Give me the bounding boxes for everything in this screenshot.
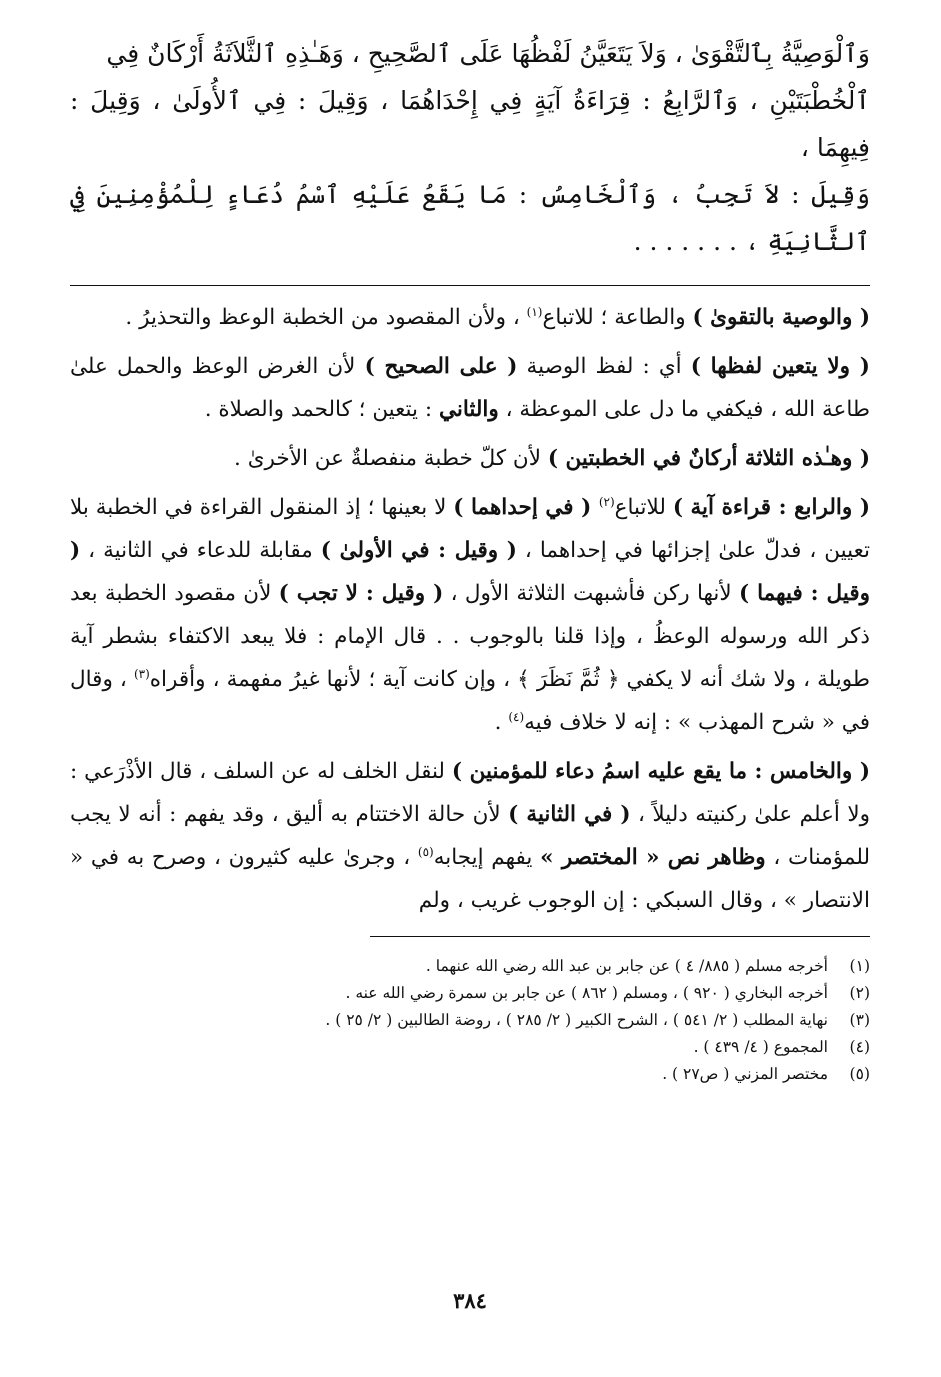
- footnote-number: (٢): [849, 984, 870, 1002]
- commentary-paragraph: [70, 296, 870, 339]
- commentary-span: ، وقال في « شرح المهذب » : إنه لا خلاف فيه: [70, 667, 870, 735]
- commentary-span: مقابلة للدعاء في الثانية ،: [80, 538, 321, 563]
- commentary-span: يفهم إيجابه: [433, 845, 541, 870]
- commentary-span: لأن مقصود الخطبة بعد ذكر الله ورسوله الوعظُ ، وإذا قلنا بالوجوب . . قال الإمام : فلا يبعد الاكتفاء بشطر آية طويلة ، ولا شك أنه لا يكفي ﴿ ثُمَّ نَظَرَ ﴾ ، وإن كانت آية ؛ لأنها غيرُ مفهمة ، وأقراه: [70, 581, 870, 692]
- footnote-text: نهاية المطلب ( ٢/ ٥٤١ ) ، الشرح الكبير ( ٢/ ٢٨٥ ) ، روضة الطالبين ( ٢/ ٢٥ ) .: [325, 1011, 828, 1029]
- footnote-number: (٤): [849, 1038, 870, 1056]
- footnote-item: [70, 1061, 870, 1088]
- commentary-paragraph: [70, 750, 870, 922]
- commentary-paragraph: [70, 437, 870, 480]
- quoted-matn: ( على الصحيح ): [364, 354, 518, 379]
- matn-line: وَٱلْوَصِيَّةُ بِٱلتَّقْوَىٰ ، وَلاَ يَتَعَيَّنُ لَفْظُهَا عَلَى ٱلصَّحِيحِ ، وَهَـٰذِهِ ٱلثَّلاَثَةُ أَرْكَانٌ فِي: [106, 39, 870, 68]
- quoted-matn: وظاهر نص « المختصر »: [540, 845, 766, 870]
- quoted-matn: والثاني: [438, 397, 499, 422]
- quoted-matn: ( والرابع : قراءة آية ): [672, 495, 870, 520]
- quoted-matn: ( ولا يتعين لفظها ): [690, 354, 870, 379]
- matn-line: وَقِيلَ : لاَ تَجِبُ ، وَٱلْخَامِسُ : مَا يَقَعُ عَلَيْهِ ٱسْمُ دُعَاءٍ لِلْمُؤْمِنِينَ فِي ٱلثَّانِيَةِ ، . . . . . . .: [70, 180, 870, 256]
- footnotes: [70, 953, 870, 1088]
- footnote-text: أخرجه البخاري ( ٩٢٠ ) ، ومسلم ( ٨٦٢ ) عن جابر بن سمرة رضي الله عنه .: [345, 984, 828, 1002]
- quoted-matn: ( والخامس : ما يقع عليه اسمُ دعاء للمؤمنين ): [451, 759, 871, 784]
- footnote-item: [70, 953, 870, 980]
- book-page: [70, 30, 870, 1350]
- quoted-matn: ( في إحداهما ): [453, 495, 599, 520]
- commentary-span: أي : لفظ الوصية: [517, 354, 691, 379]
- commentary-span: .: [494, 710, 509, 735]
- quoted-matn: ( وقيل : لا تجب ): [278, 581, 444, 606]
- matn-divider: [70, 285, 870, 286]
- commentary-text: [70, 296, 870, 922]
- footnote-text: أخرجه مسلم ( ٨٨٥/ ٤ ) عن جابر بن عبد الله رضي الله عنهما .: [425, 957, 828, 975]
- footnote-number: (٥): [849, 1065, 870, 1083]
- matn-text: [70, 30, 870, 265]
- commentary-span: والطاعة ؛ للاتباع: [542, 305, 693, 330]
- page-number: ٣٨٤: [453, 1288, 487, 1313]
- commentary-span: لأن كلّ خطبة منفصلةٌ عن الأخرىٰ .: [234, 446, 548, 471]
- commentary-span: لأن حالة الاختتام به أليق ، وقد يفهم : أنه لا يجب للمؤمنات ،: [70, 802, 870, 870]
- quoted-matn: ( وقيل : في الأولىٰ ): [320, 538, 517, 563]
- footnote-item: [70, 1034, 870, 1061]
- footnote-number: (٣): [849, 1011, 870, 1029]
- commentary-span: ، ولأن المقصود من الخطبة الوعظ والتحذيرُ .: [125, 305, 527, 330]
- commentary-paragraph: [70, 486, 870, 744]
- footnote-ref[interactable]: (٤): [508, 709, 525, 724]
- quoted-matn: ( وهـٰذه الثلاثة أركانٌ في الخطبتين ): [547, 446, 870, 471]
- footnote-divider: [370, 936, 870, 937]
- footnote-item: [70, 1007, 870, 1034]
- footnote-item: [70, 980, 870, 1007]
- footnote-text: المجموع ( ٤/ ٤٣٩ ) .: [693, 1038, 828, 1056]
- commentary-span: لأنها ركن فأشبهت الثلاثة الأول ،: [443, 581, 739, 606]
- commentary-span: لا بعينها ؛ إذ المنقول القراءة في الخطبة بلا تعيين ، فدلّ علىٰ إجزائها في إحداهما ،: [70, 495, 870, 563]
- matn-line: ٱلْخُطْبَتَيْنِ ، وَٱلرَّابِعُ : قِرَاءَةُ آيَةٍ فِي إِحْدَاهُمَا ، وَقِيلَ : فِي ٱلأُولَىٰ ، وَقِيلَ : فِيهِمَا ،: [70, 86, 870, 162]
- quoted-matn: ( في الثانية ): [508, 802, 631, 827]
- quoted-matn: ( وقيل : فيهما ): [70, 538, 870, 606]
- quoted-matn: ( والوصية بالتقوىٰ ): [692, 305, 870, 330]
- footnote-text: مختصر المزني ( ص٢٧ ) .: [662, 1065, 828, 1083]
- commentary-span: لنقل الخلف له عن السلف ، قال الأذْرَعي : ولا أعلم علىٰ ركنيته دليلاً ،: [70, 759, 871, 827]
- commentary-span: للاتباع: [614, 495, 673, 520]
- footnote-ref[interactable]: (٥): [417, 844, 434, 859]
- commentary-paragraph: [70, 345, 870, 431]
- footnote-ref[interactable]: (٣): [133, 666, 150, 681]
- footnote-ref[interactable]: (٢): [598, 494, 615, 509]
- commentary-span: ، وجرىٰ عليه كثيرون ، وصرح به في « الانتصار » ، وقال السبكي : إن الوجوب غريب ، ولم: [70, 845, 870, 913]
- footnote-number: (١): [849, 957, 870, 975]
- commentary-span: : يتعين ؛ كالحمد والصلاة .: [204, 397, 439, 422]
- commentary-span: لأن الغرض الوعظ والحمل علىٰ طاعة الله ، فيكفي ما دل على الموعظة ،: [70, 354, 870, 422]
- footnote-ref[interactable]: (١): [526, 304, 543, 319]
